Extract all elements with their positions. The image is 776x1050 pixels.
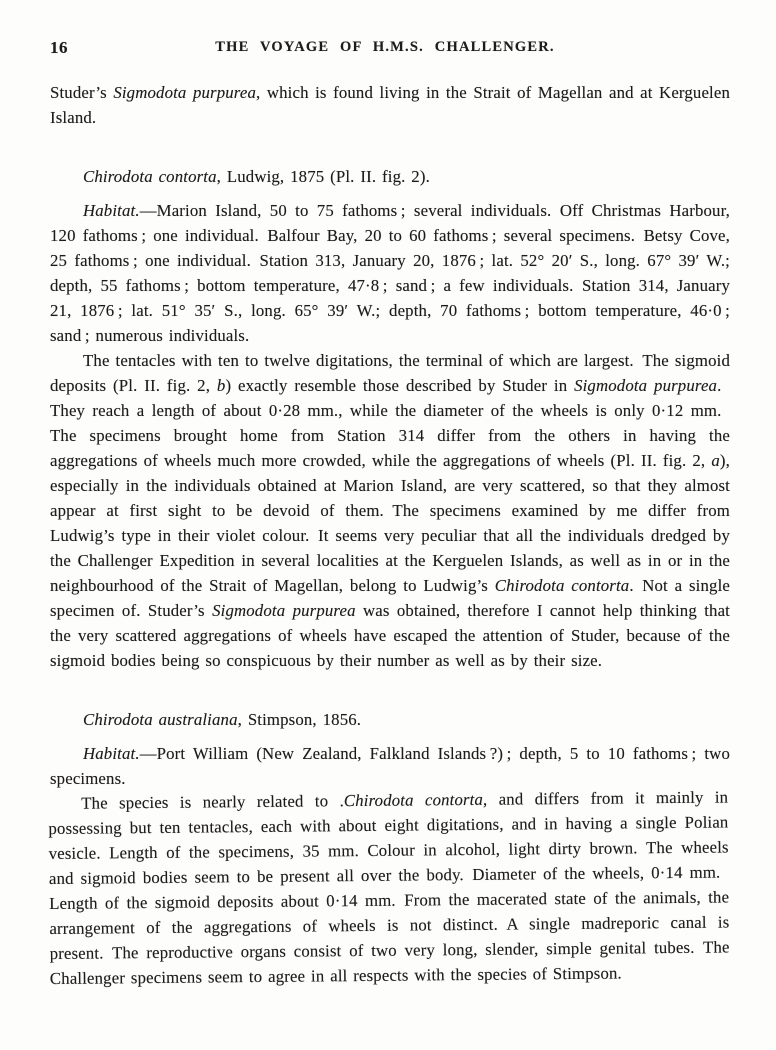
italic-text-segment: Habitat. (83, 201, 140, 220)
text-segment: . They reach a length of about 0·28 mm., while the diameter of the wheels is only 0·12 mm. The specimens brought home from Station 314 differ from the others in having the aggregations of wheels much more crowded, while the aggregations of wheels (Pl. II. fig. 2, (50, 376, 730, 470)
text-segment: The tentacles with ten to twelve digitations, the terminal of which are largest. The sigmoid deposits (Pl. II. fig. 2, (50, 351, 730, 395)
description-paragraph-australiana (48, 784, 730, 991)
italic-text-segment: Sigmodota purpurea (113, 83, 257, 102)
text-segment: The species is nearly related to . (81, 791, 344, 813)
page-number: 16 (50, 38, 68, 57)
text-segment: ) exactly resemble those described by Studer in (225, 376, 575, 395)
text-segment: Studer’s (50, 83, 114, 102)
text-segment: , Ludwig, 1875 (Pl. II. fig. 2). (216, 167, 430, 186)
italic-text-segment: Sigmodota purpurea (574, 376, 718, 395)
text-segment: —Marion Island, 50 to 75 fathoms ; several individuals. Off Christmas Harbour, 120 fathoms ; one individual. Balfour Bay, 20 to 60 fathoms ; several specimens. Betsy Cove, 25 fathoms ; one individual. Station 313, January 20, 1876 ; lat. 52° 20′ S., long. 67° 39′ W.; depth, 55 fathoms ; bottom temperature, 47·8 ; sand ; a few individuals. Station 314, January 21, 1876 ; lat. 51° 35′ S., long. 65° 39′ W.; depth, 70 fathoms ; bottom temperature, 46·0 ; sand ; numerous individuals. (50, 201, 730, 345)
italic-text-segment: Habitat. (83, 744, 140, 763)
running-title: THE VOYAGE OF H.M.S. CHALLENGER. (215, 39, 555, 55)
habitat-paragraph-contorta (50, 198, 730, 348)
italic-text-segment: a (711, 451, 720, 470)
text-segment: ), especially in the individuals obtained at Marion Island, are very scattered, so that they almost appear at first sight to be devoid of them. The specimens examined by me differ from Ludwig’s type in their violet colour. It seems very peculiar that all the individuals dredged by the Challenger Expedition in several localities at the Kerguelen Islands, as well as in or in the neighbourhood of the Strait of Magellan, belong to Ludwig’s (50, 451, 730, 595)
text-segment: . Not a single specimen of. Studer’s (50, 576, 730, 620)
italic-text-segment: Chirodota australiana (83, 710, 238, 729)
italic-text-segment: Chirodota contorta (83, 167, 217, 186)
text-segment: , and differs from it mainly in possessing but ten tentacles, each with about eight digitations, and in having a single Polian vesicle. Length of the specimens, 35 mm. Colour in alcohol, light dirty brown. The wheels and sigmoid bodies seem to be present all over the body. Diameter of the wheels, 0·14 mm. Length of the sigmoid deposits about 0·14 mm. From the macerated state of the animals, the arrangement of the aggregations of wheels is not distinct. A single madreporic canal is present. The reproductive organs consist of two very long, slender, simple genital tubes. The Challenger specimens seem to agree in all respects with the species of Stimpson. (48, 787, 730, 989)
species-heading-chirodota-contorta (50, 164, 730, 189)
text-segment: was obtained, therefore I cannot help thinking that the very scattered aggregations of wheels have escaped the attention of Studer, because of the sigmoid bodies being so conspicuous by their number as well as by their size. (50, 601, 730, 670)
habitat-paragraph-australiana (50, 741, 730, 791)
italic-text-segment: b (216, 376, 226, 395)
continuation-paragraph (50, 80, 730, 130)
text-segment: , which is found living in the Strait of Magellan and at Kerguelen Island. (50, 83, 730, 127)
italic-text-segment: Chirodota contorta (494, 576, 630, 595)
species-heading-chirodota-australiana (50, 707, 730, 732)
text-segment: , Stimpson, 1856. (237, 710, 362, 729)
running-head (50, 38, 730, 60)
description-paragraph-contorta (50, 348, 730, 673)
italic-text-segment: Sigmodota purpurea (212, 601, 356, 620)
text-segment: —Port William (New Zealand, Falkland Islands ?) ; depth, 5 to 10 fathoms ; two specimens. (50, 744, 730, 788)
italic-text-segment: Chirodota contorta (343, 789, 484, 811)
page-body (50, 80, 730, 991)
